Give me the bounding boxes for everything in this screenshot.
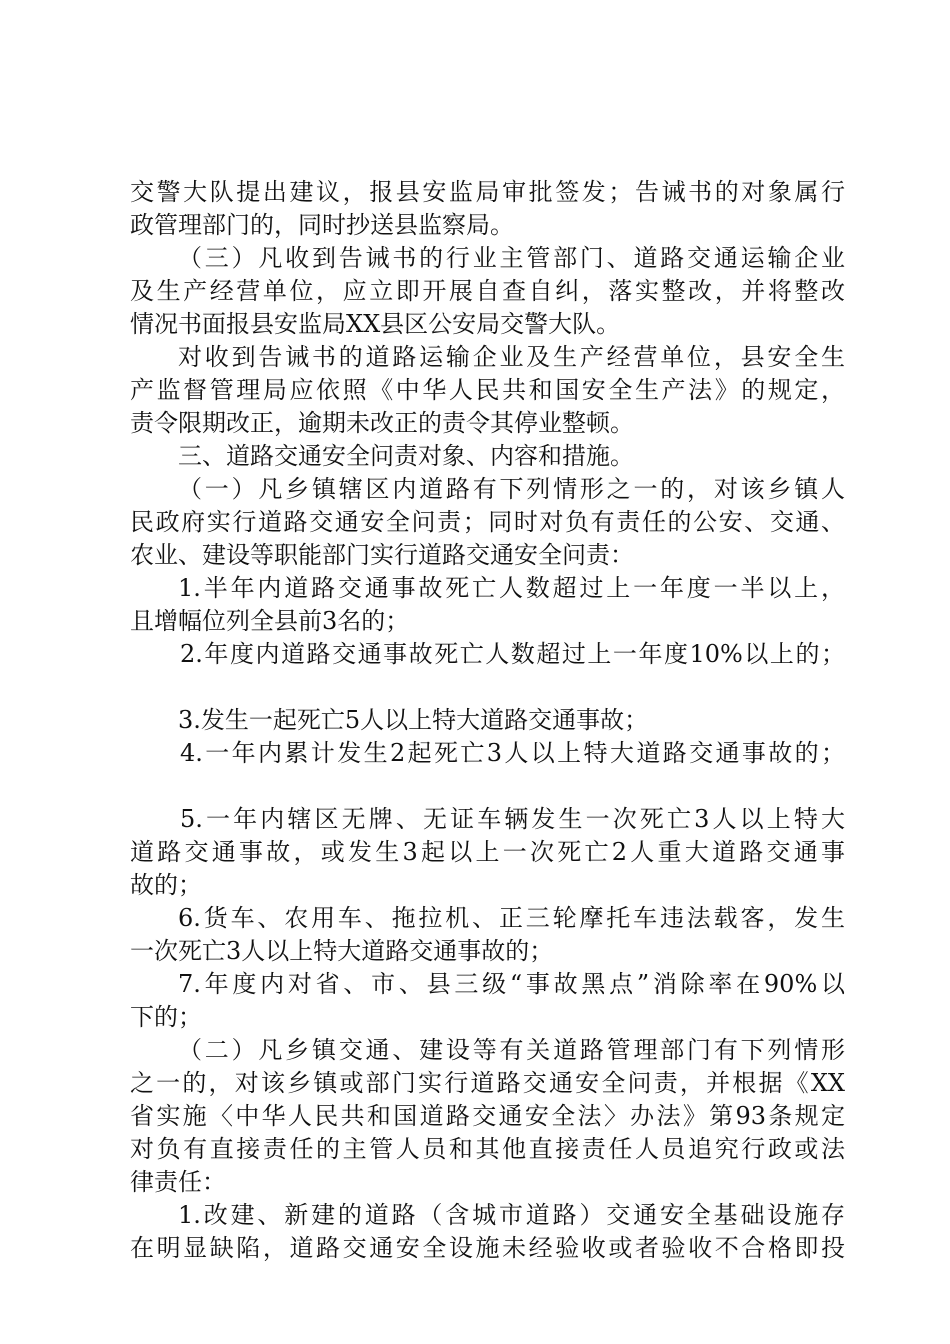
text-line: 下的； [130,1003,202,1031]
text-line: （一）凡乡镇辖区内道路有下列情形之一的，对该乡镇人 [178,475,845,503]
text-line: 故的； [130,871,202,899]
list-item: 5.一年内辖区无牌、无证车辆发生一次死亡3人以上特大 [180,805,845,833]
text-line: 一次死亡3人以上特大道路交通事故的； [130,937,554,965]
list-item: 2.年度内道路交通事故死亡人数超过上一年度10%以上的； [180,640,845,668]
list-item: 6.货车、农用车、拖拉机、正三轮摩托车违法载客，发生 [178,904,845,932]
blank-line [130,770,845,803]
text-line: 民政府实行道路交通安全问责；同时对负有责任的公安、交通、 [130,508,845,536]
list-item: 4.一年内累计发生2起死亡3人以上特大道路交通事故的； [180,739,845,767]
text-line: 政管理部门的，同时抄送县监察局。 [130,211,514,239]
list-item: 1.半年内道路交通事故死亡人数超过上一年度一半以上， [178,574,845,602]
text-line: 责令限期改正，逾期未改正的责令其停业整顿。 [130,409,634,437]
list-item: 1.改建、新建的道路（含城市道路）交通安全基础设施存 [178,1201,845,1229]
list-item: 3.发生一起死亡5人以上特大道路交通事故； [178,706,649,734]
text-line: 对负有直接责任的主管人员和其他直接责任人员追究行政或法 [130,1135,845,1163]
text-line: 之一的，对该乡镇或部门实行道路交通安全问责，并根据《XX [130,1069,845,1097]
text-line: 产监督管理局应依照《中华人民共和国安全生产法》的规定， [130,376,845,404]
text-line: （二）凡乡镇交通、建设等有关道路管理部门有下列情形 [178,1036,845,1064]
list-item: 7.年度内对省、市、县三级“事故黑点”消除率在90%以 [178,970,845,998]
text-line: 律责任： [130,1168,226,1196]
text-line: 且增幅位列全县前3名的； [130,607,410,635]
text-line: 道路交通事故，或发生3起以上一次死亡2人重大道路交通事 [130,838,845,866]
section-heading: 三、道路交通安全问责对象、内容和措施。 [178,442,634,470]
text-line: 在明显缺陷，道路交通安全设施未经验收或者验收不合格即投 [130,1234,845,1262]
text-line: 及生产经营单位，应立即开展自查自纠，落实整改，并将整改 [130,277,845,305]
document-body [130,176,845,1265]
text-line: 农业、建设等职能部门实行道路交通安全问责： [130,541,634,569]
text-line: 省实施〈中华人民共和国道路交通安全法〉办法》第93条规定 [130,1102,845,1130]
text-line: 交警大队提出建议，报县安监局审批签发；告诫书的对象属行 [130,178,845,206]
text-line: 对收到告诫书的道路运输企业及生产经营单位，县安全生 [178,343,845,371]
text-line: 情况书面报县安监局XX县区公安局交警大队。 [130,310,621,338]
text-line: （三）凡收到告诫书的行业主管部门、道路交通运输企业 [178,244,845,272]
blank-line [130,671,845,704]
